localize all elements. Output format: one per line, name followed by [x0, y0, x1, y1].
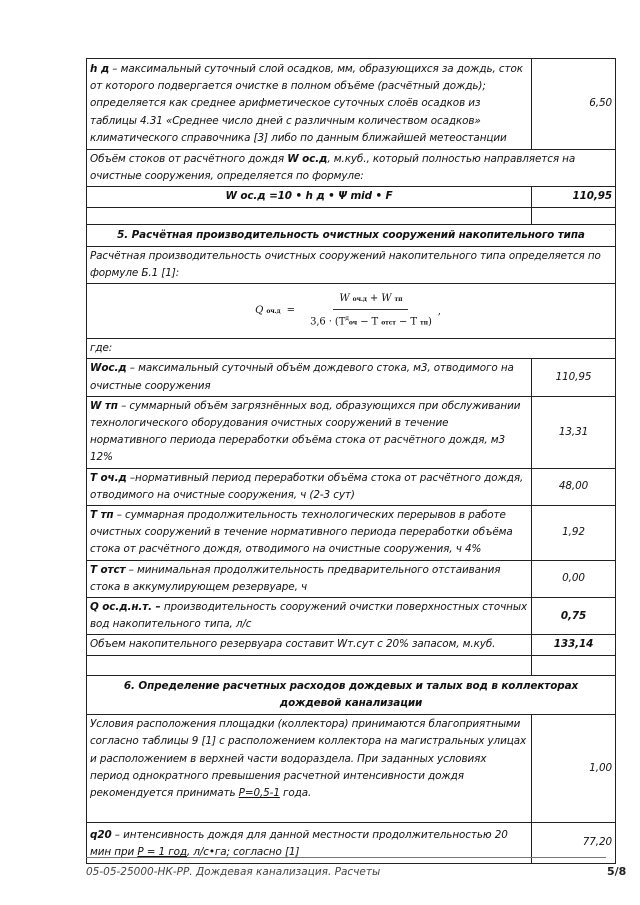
param-text: –нормативный период переработки объёма стока от расчётного дождя, отводимого на очистные сооружения, ч (2-3 сут)	[90, 471, 524, 501]
volume-intro	[87, 150, 616, 187]
footer-divider	[86, 857, 606, 858]
param-text: – суммарная продолжительность технологических перерывов в работе очистных сооружений в течение нормативного периода переработки объёма стока от расчётного дождя, отводимого на очистные сооружения, ч 4%	[90, 509, 513, 556]
q-lhs-symbol: Q	[255, 305, 264, 317]
footer-doc-title: 05-05-25000-НК-РР. Дождевая канализация. Расчеты	[86, 866, 381, 878]
param-text: – минимальная продолжительность предварительного отстаивания стока в аккумулирующем резервуаре, ч	[90, 563, 501, 593]
table-row-param	[87, 468, 616, 505]
footer-page-number: 5/8	[607, 865, 627, 878]
table-row-hd	[87, 59, 616, 150]
hd-text: – максимальный суточный слой осадков, мм, образующихся за дождь, сток от которого подвергается очистке в полном объёме (расчётный дождь); определяется как среднее арифметическое суточных слоёв осадков из таблицы 4.31 «Среднее число дней с различным количеством осадков» климатического справочника [3] либо по данным ближайшей метеостанции	[90, 63, 523, 144]
volume-intro-text-after: , м.куб., который полностью направляется на очистные сооружения, определяется по формуле:	[90, 153, 576, 183]
table-row-where	[87, 339, 616, 359]
param-value: 110,95	[532, 359, 616, 396]
num-plus: +	[369, 293, 379, 305]
param-value: 0,75	[532, 598, 616, 635]
param-value: 13,31	[532, 396, 616, 468]
table-row-section6-title	[87, 675, 616, 714]
hd-description	[87, 59, 532, 150]
q20-text: – интенсивность дождя для данной местности продолжительностью 20 мин при	[90, 829, 508, 859]
volume-formula: W ос.д =10 • h д • Ψ mid • F	[87, 187, 532, 207]
table-row-q-formula	[87, 284, 616, 339]
den-t2-sub: отст	[381, 319, 396, 327]
q-lhs	[255, 305, 295, 316]
num-w1-sub: оч.д	[352, 296, 367, 304]
param-text: – суммарный объём загрязнённых вод, образующихся при обслуживании технологического оборудования очистных сооружений в течение нормативного периода переработки объёма стока от расчётного дождя, м3 12%	[90, 399, 521, 464]
table-row-conditions	[87, 715, 616, 823]
param-description	[87, 468, 532, 505]
q20-period: P = 1 год	[137, 846, 187, 859]
conditions-period: P=0,5-1	[238, 786, 280, 799]
q-eq: =	[286, 305, 295, 317]
den-minus1: − T	[357, 316, 379, 328]
den-close: )	[427, 316, 432, 328]
param-value: 0,00	[532, 560, 616, 597]
hd-value: 6,50	[532, 59, 616, 150]
param-value: 1,92	[532, 506, 616, 561]
table-row-param	[87, 598, 616, 635]
param-text: – максимальный суточный объём дождевого стока, м3, отводимого на очистные сооружения	[90, 362, 514, 392]
table-row-empty	[87, 655, 616, 675]
param-symbol: T оч.д	[90, 471, 127, 484]
q-lhs-sub: оч.д	[266, 308, 281, 316]
volume-symbol: W ос.д	[287, 153, 328, 166]
param-description	[87, 560, 532, 597]
conditions-value: 1,00	[532, 715, 616, 823]
q-numerator	[333, 292, 408, 310]
conditions-text-after: года.	[279, 786, 312, 799]
reservoir-value: 133,14	[532, 635, 616, 655]
den-prefix: 3,6 · (T	[310, 316, 346, 328]
table-row-section5-title	[87, 224, 616, 246]
den-t1-sub: оч	[348, 319, 358, 327]
hd-symbol: h д	[90, 63, 110, 75]
table-row-volume-intro	[87, 150, 616, 187]
q-formula	[87, 284, 616, 339]
param-value: 48,00	[532, 468, 616, 505]
table-row-volume-formula	[87, 187, 616, 207]
q-trail: ,	[437, 305, 441, 317]
table-row-param	[87, 506, 616, 561]
volume-value: 110,95	[532, 187, 616, 207]
empty-cell	[87, 207, 532, 224]
table-row-reservoir	[87, 635, 616, 655]
q20-value: 77,20	[532, 823, 616, 863]
table-row-section5-intro	[87, 246, 616, 283]
q20-symbol: q20	[90, 829, 112, 842]
empty-cell	[532, 207, 616, 224]
table-row-param	[87, 396, 616, 468]
param-description	[87, 359, 532, 396]
param-symbol: Wос.д	[90, 362, 127, 375]
den-minus2: − T	[395, 316, 417, 328]
den-t1-sup: д	[345, 315, 349, 323]
param-description	[87, 396, 532, 468]
table-row-param	[87, 560, 616, 597]
q-fraction	[304, 292, 438, 330]
table-row-empty	[87, 207, 616, 224]
section6-heading: 6. Определение расчетных расходов дождевых и талых вод в коллекторах дождевой канализации	[87, 675, 616, 714]
volume-intro-text: Объём стоков от расчётного дождя	[90, 153, 288, 166]
conditions-text: Условия расположения площадки (коллектора) принимаются благоприятными согласно таблицы 9 [1] с расположением коллектора на магистральных улицах и расположением в верхней части водораздела. При заданных условиях период однократного превышения расчетной интенсивности дождя рекомендуется принимать	[90, 718, 527, 799]
calculation-table	[86, 58, 616, 864]
num-w2: W	[381, 293, 392, 305]
param-description	[87, 598, 532, 635]
table-row-param	[87, 359, 616, 396]
num-w2-sub: тп	[394, 296, 403, 304]
param-symbol: Q ос.д.н.т. –	[90, 601, 161, 614]
reservoir-text: Объем накопительного резервуара составит Wт.сут с 20% запасом, м.куб.	[87, 635, 532, 655]
where-label: где:	[87, 339, 616, 359]
empty-cell	[87, 655, 532, 675]
num-w1: W	[339, 293, 350, 305]
conditions-description	[87, 715, 532, 823]
param-description	[87, 506, 532, 561]
section5-heading: 5. Расчётная производительность очистных сооружений накопительного типа	[87, 224, 616, 246]
den-t3-sub: тп	[420, 319, 428, 327]
section5-intro: Расчётная производительность очистных сооружений накопительного типа определяется по формуле Б.1 [1]:	[87, 246, 616, 283]
q20-text-after: , л/с•га; согласно [1]	[186, 846, 300, 859]
empty-cell	[532, 655, 616, 675]
q-denominator	[304, 310, 438, 330]
param-symbol: T тп	[90, 509, 114, 522]
param-symbol: W тп	[90, 399, 118, 412]
param-symbol: T отст	[90, 563, 126, 576]
param-text: производительность сооружений очистки поверхностных сточных вод накопительного типа, л/с	[90, 601, 528, 631]
